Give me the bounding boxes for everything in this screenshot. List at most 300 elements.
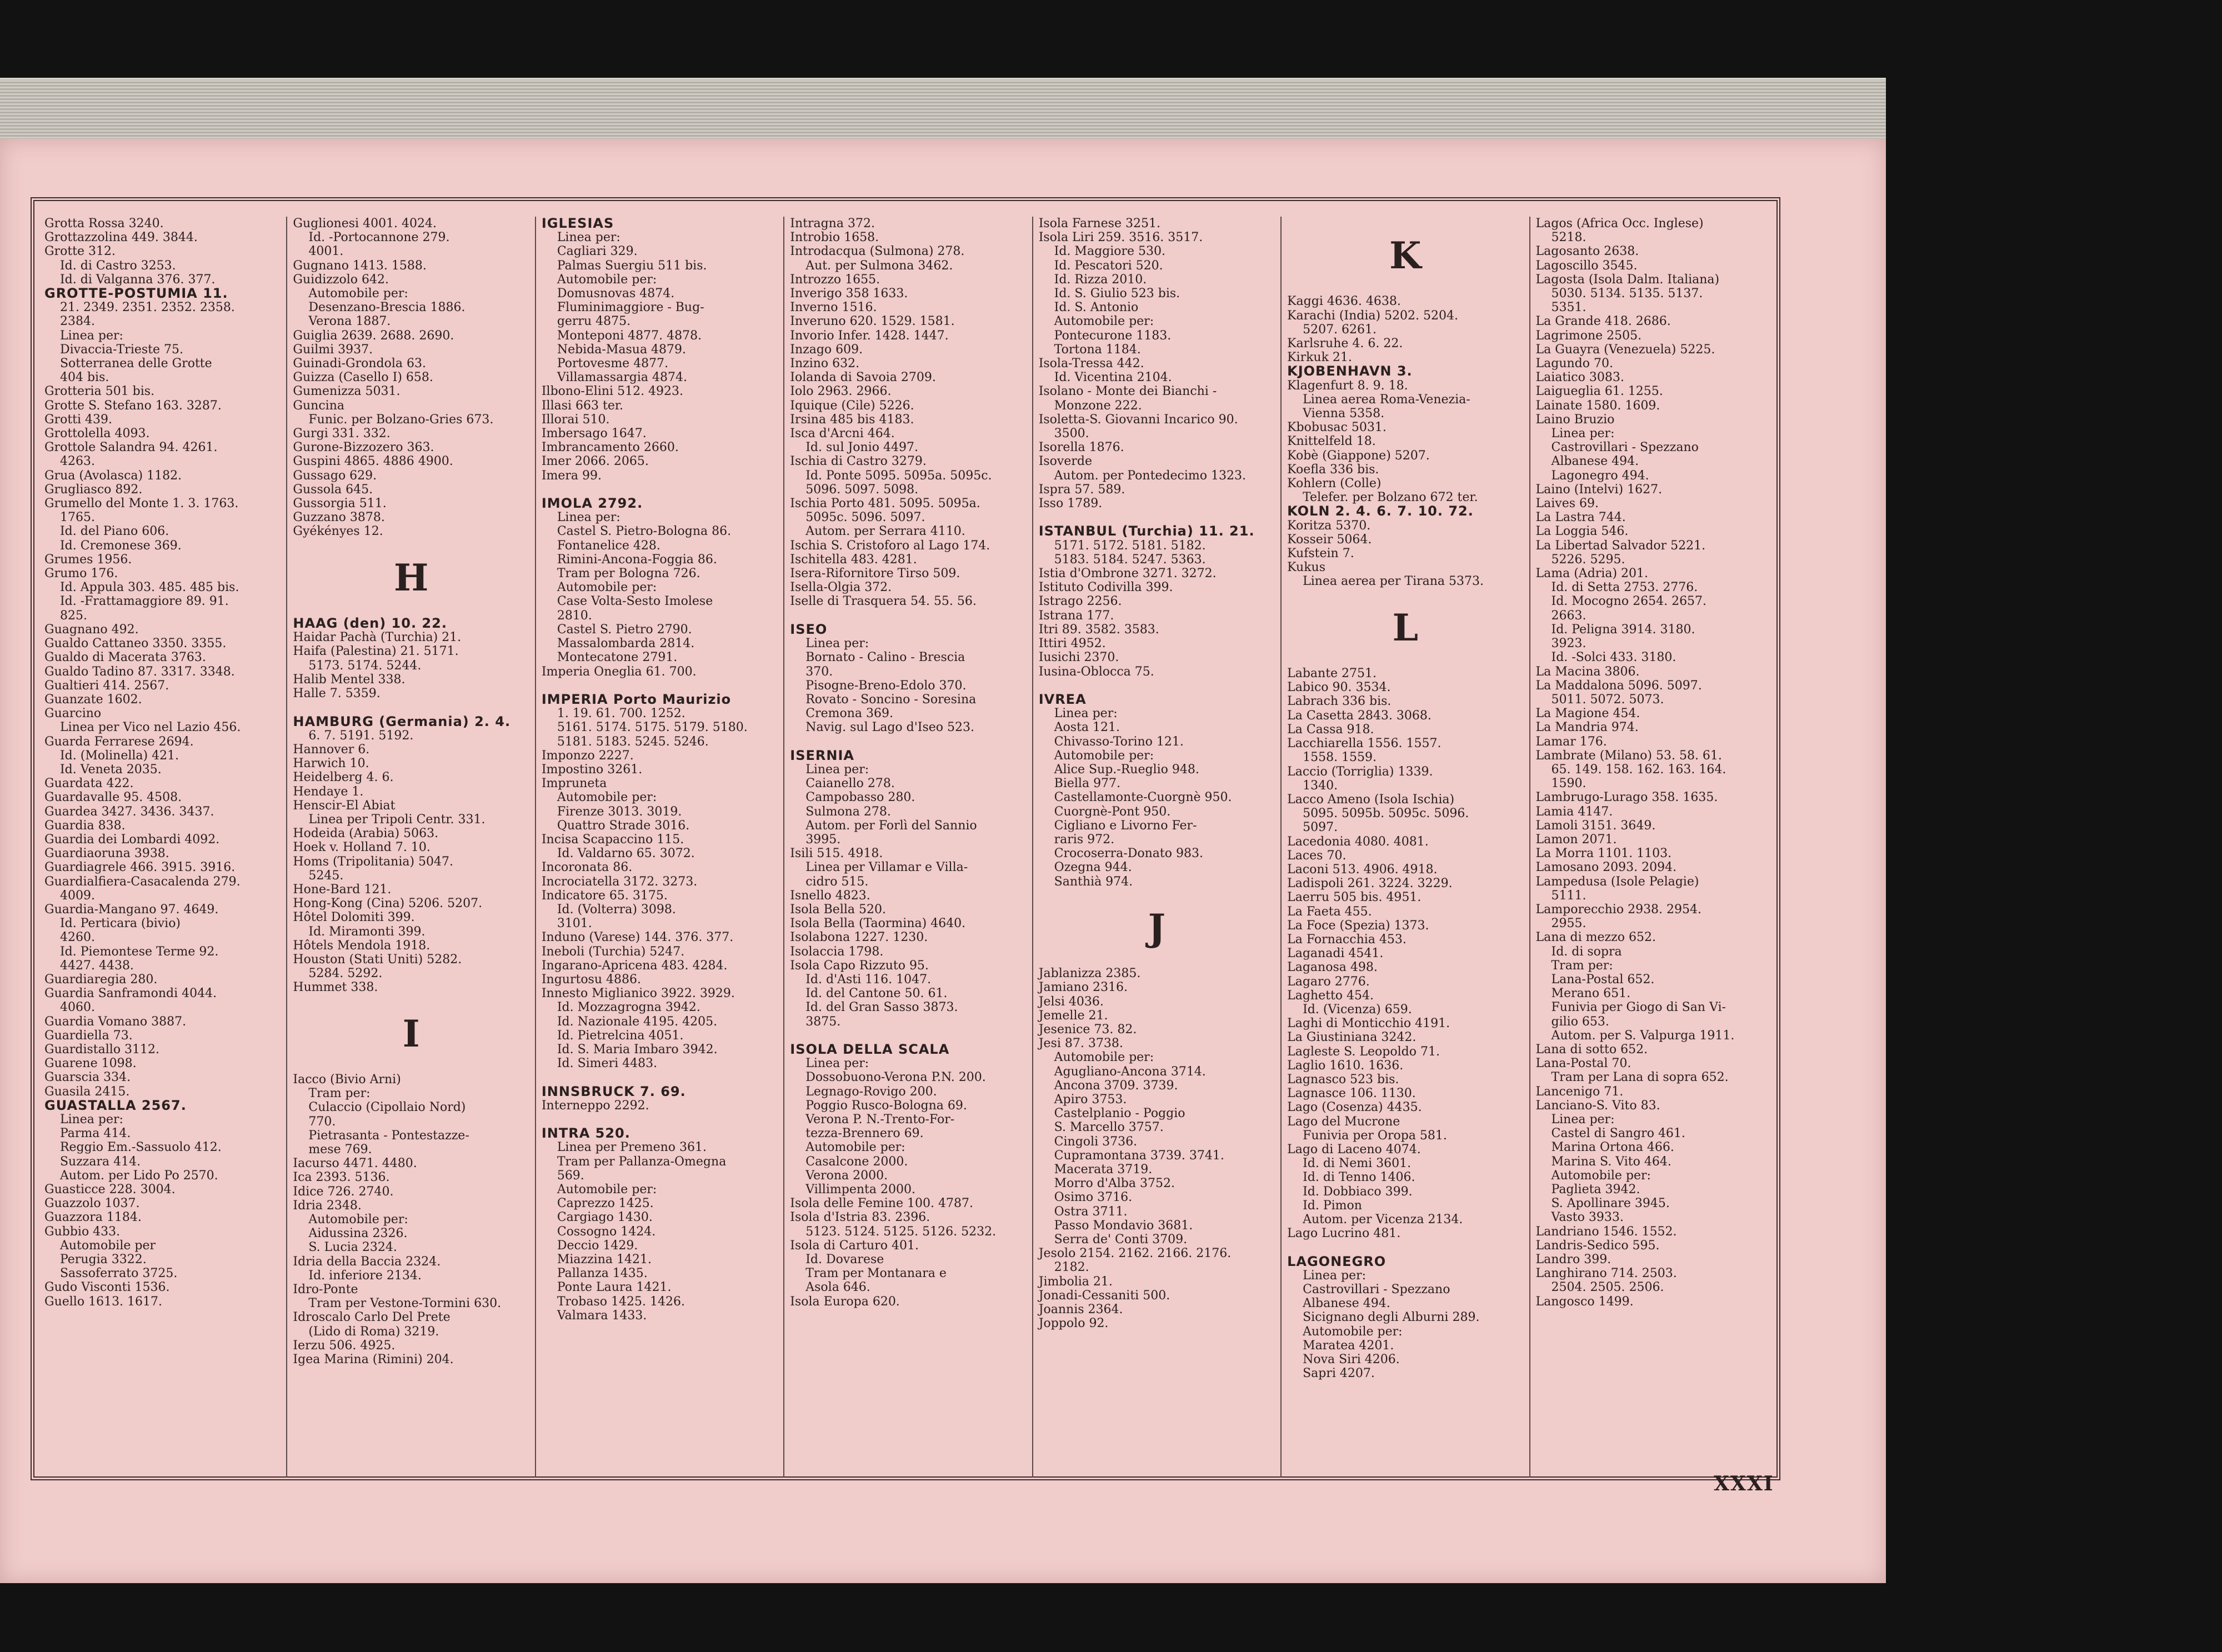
index-line: Isera-Rifornitore Tirso 509. (790, 567, 960, 581)
index-line: Lamia 4147. (1535, 804, 1613, 819)
index-line: Aosta 121. (1038, 720, 1120, 735)
index-line: Halle 7. 5359. (293, 687, 381, 701)
index-line: 3500. (1038, 427, 1089, 441)
index-line: Villamassargia 4874. (541, 371, 687, 385)
index-line: Kufstein 7. (1287, 547, 1354, 561)
index-line: Autom. per Pontedecimo 1323. (1038, 468, 1246, 483)
index-line: Chivasso-Torino 121. (1038, 734, 1184, 749)
index-line: Legnago-Rovigo 200. (790, 1084, 937, 1099)
index-line: Guardea 3427. 3436. 3437. (44, 804, 214, 819)
index-line: Gugnano 1413. 1588. (293, 258, 427, 273)
index-line: Imbrancamento 2660. (541, 440, 679, 455)
index-line: S. Apollinare 3945. (1535, 1197, 1670, 1211)
index-line: Tram per: (293, 1087, 371, 1101)
index-line: Guazzora 1184. (44, 1210, 142, 1225)
index-line: Jelsi 4036. (1038, 994, 1104, 1009)
index-line: Id. Simeri 4483. (541, 1057, 658, 1071)
index-line: Karachi (India) 5202. 5204. (1287, 308, 1459, 323)
index-line: Linea per: (1535, 1113, 1615, 1127)
index-line: Id. Veneta 2035. (44, 762, 162, 777)
index-line: Tortona 1184. (1038, 342, 1141, 357)
index-line: 5161. 5174. 5175. 5179. 5180. (541, 720, 748, 735)
index-line: Castellamonte-Cuorgnè 950. (1038, 790, 1232, 805)
index-line: Id. S. Maria Imbaro 3942. (541, 1042, 718, 1057)
index-line: La Lastra 744. (1535, 510, 1626, 525)
index-line: Pietrasanta - Pontestazze- (293, 1128, 469, 1143)
index-line: La Loggia 546. (1535, 524, 1629, 539)
index-line: Linea per: (790, 1057, 869, 1071)
index-line: Isolabona 1227. 1230. (790, 930, 928, 945)
index-line: Inverigo 358 1633. (790, 287, 908, 301)
index-line: Passo Mondavio 3681. (1038, 1218, 1193, 1233)
index-line: Gualdo di Macerata 3763. (44, 650, 206, 665)
index-line: Id. di Tenno 1406. (1287, 1170, 1415, 1185)
index-line: Linea per Premeno 361. (541, 1140, 707, 1155)
index-line: Id. Pimon (1287, 1198, 1362, 1213)
index-line: Incrociatella 3172. 3273. (541, 874, 698, 889)
index-line: 1340. (1287, 778, 1338, 793)
index-line: Ponte Laura 1421. (541, 1280, 672, 1295)
index-line: Lamporecchio 2938. 2954. (1535, 902, 1702, 917)
index-line: Linea aerea per Tirana 5373. (1287, 574, 1484, 589)
index-line: Haidar Pachà (Turchia) 21. (293, 630, 462, 645)
index-line: Isola Capo Rizzuto 95. (790, 958, 929, 973)
index-line: Grotte 312. (44, 244, 116, 259)
index-line: Intragna 372. (790, 217, 875, 231)
index-line: Istrago 2256. (1038, 594, 1122, 609)
index-line: Alice Sup.-Rueglio 948. (1038, 762, 1199, 777)
index-line: Id. Piemontese Terme 92. (44, 944, 219, 959)
index-line: J (1148, 905, 1166, 949)
index-column-7 (1530, 217, 1778, 1478)
index-line: Grottole Salandra 94. 4261. (44, 440, 218, 455)
index-line: Iacurso 4471. 4480. (293, 1157, 417, 1171)
index-line: Lagnasco 523 bis. (1287, 1072, 1399, 1087)
index-line: Laglio 1610. 1636. (1287, 1058, 1404, 1073)
index-line: Lagoscillo 3545. (1535, 258, 1638, 273)
index-line: Laghi di Monticchio 4191. (1287, 1017, 1450, 1031)
index-line: Poggio Rusco-Bologna 69. (790, 1098, 967, 1113)
index-line: Lambrate (Milano) 53. 58. 61. (1535, 748, 1722, 763)
index-line: Id. (Vicenza) 659. (1287, 1002, 1412, 1017)
index-line: Labrach 336 bis. (1287, 694, 1392, 709)
index-line: Guagnano 492. (44, 622, 139, 637)
index-line: Parma 414. (44, 1127, 131, 1141)
index-line: Laino Bruzio (1535, 412, 1615, 427)
index-line: Indicatore 65. 3175. (541, 888, 668, 903)
index-line: raris 972. (1038, 832, 1115, 847)
index-line: Tram per Bologna 726. (541, 567, 700, 581)
index-line: La Guayra (Venezuela) 5225. (1535, 342, 1715, 357)
index-line: 4260. (44, 930, 95, 945)
index-line: Guardata 422. (44, 777, 134, 791)
index-line: Merano 651. (1535, 987, 1631, 1001)
index-line: Illasi 663 ter. (541, 398, 623, 413)
index-line: Guglionesi 4001. 4024. (293, 217, 437, 231)
index-column-4 (784, 217, 1033, 1478)
index-line: Massalombarda 2814. (541, 637, 695, 651)
index-line: Laces 70. (1287, 848, 1347, 863)
index-line: 5245. (293, 868, 344, 883)
index-line: gilio 653. (1535, 1014, 1609, 1029)
index-line: ISOLA DELLA SCALA (790, 1041, 950, 1057)
index-line: Henscir-El Abiat (293, 798, 396, 813)
index-line: INTRA 520. (541, 1125, 630, 1142)
index-line: Suzzara 414. (44, 1154, 141, 1169)
index-line: 5011. 5072. 5073. (1535, 692, 1664, 707)
index-line: 3875. (790, 1014, 841, 1029)
index-line: Guarda Ferrarese 2694. (44, 734, 194, 749)
index-line: 5207. 6261. (1287, 322, 1377, 337)
index-line: 370. (790, 664, 833, 679)
index-line: L (1392, 605, 1419, 649)
index-line: Guinadi-Grondola 63. (293, 357, 427, 371)
index-line: Gualdo Cattaneo 3350. 3355. (44, 637, 227, 651)
index-line: IMOLA 2792. (541, 495, 643, 512)
index-line: Castel S. Pietro-Bologna 86. (541, 524, 732, 539)
index-line: Portovesme 4877. (541, 357, 669, 371)
index-line: Inzino 632. (790, 357, 860, 371)
index-line: Id. del Gran Sasso 3873. (790, 1000, 958, 1015)
index-line: LAGONEGRO (1287, 1253, 1387, 1269)
index-line: Isnello 4823. (790, 888, 870, 903)
index-line: Guiglia 2639. 2688. 2690. (293, 328, 454, 343)
index-line: Isola Liri 259. 3516. 3517. (1038, 231, 1203, 245)
index-line: 2663. (1535, 608, 1587, 623)
index-line: Tram per Lana di sopra 652. (1535, 1070, 1729, 1085)
index-line (542, 1113, 778, 1127)
index-line: Domusnovas 4874. (541, 287, 675, 301)
index-line: Castel S. Pietro 2790. (541, 622, 692, 637)
index-line: Guidizzolo 642. (293, 272, 389, 287)
index-line: Gualtieri 414. 2567. (44, 678, 169, 693)
index-line: 770. (293, 1114, 336, 1129)
index-line: S. Marcello 3757. (1038, 1120, 1164, 1135)
index-line: Perugia 3322. (44, 1253, 147, 1267)
index-line: 1765. (44, 510, 95, 525)
index-line: Ica 2393. 5136. (293, 1170, 390, 1185)
index-line: Iusichi 2370. (1038, 650, 1119, 665)
index-line: Morro d'Alba 3752. (1038, 1177, 1175, 1191)
index-line: Autom. per Vicenza 2134. (1287, 1213, 1463, 1227)
index-line: KOLN 2. 4. 6. 7. 10. 72. (1287, 503, 1474, 519)
index-line: Cargiago 1430. (541, 1210, 653, 1225)
index-line: Marina S. Vito 464. (1535, 1154, 1671, 1169)
index-line: Lanciano-S. Vito 83. (1535, 1098, 1660, 1113)
index-line: 5218. (1535, 231, 1587, 245)
index-line: Tram per: (1535, 958, 1613, 973)
index-line: Ischia di Castro 3279. (790, 454, 927, 469)
index-line: Id. Valdarno 65. 3072. (541, 847, 695, 861)
index-line: Linea per Vico nel Lazio 456. (44, 720, 241, 735)
index-line: Guasticce 228. 3004. (44, 1183, 176, 1197)
index-line: Idria 2348. (293, 1198, 362, 1213)
index-line: Id. Dovarese (790, 1253, 884, 1267)
index-line: Ispra 57. 589. (1038, 482, 1125, 497)
index-line: Gyékényes 12. (293, 524, 383, 539)
index-line: Lagrimone 2505. (1535, 328, 1642, 343)
index-line: HAAG (den) 10. 22. (293, 615, 447, 632)
index-line: Ilbono-Elini 512. 4923. (541, 384, 684, 399)
index-line: Jesenice 73. 82. (1038, 1022, 1137, 1037)
index-line: Isoverde (1038, 454, 1092, 469)
index-line: 2182. (1038, 1260, 1089, 1275)
index-line: Jamiano 2316. (1038, 980, 1128, 995)
index-line: 4427. 4438. (44, 958, 134, 973)
index-line: 5181. 5183. 5245. 5246. (541, 734, 709, 749)
index-line: Id. Peligna 3914. 3180. (1535, 622, 1695, 637)
index-line: Kosseir 5064. (1287, 532, 1372, 547)
index-line: Macerata 3719. (1038, 1163, 1153, 1177)
index-line: Laiatico 3083. (1535, 371, 1624, 385)
index-line: Guardiella 73. (44, 1028, 133, 1043)
index-line: Id. Pietrelcina 4051. (541, 1028, 684, 1043)
index-line (293, 1059, 529, 1073)
index-line: GUASTALLA 2567. (44, 1097, 187, 1113)
index-line: 5173. 5174. 5244. (293, 658, 422, 673)
index-line (1287, 1240, 1523, 1254)
index-line: Harwich 10. (293, 757, 369, 771)
index-line: Guanzate 1602. (44, 692, 142, 707)
index-line: La Libertad Salvador 5221. (1535, 538, 1706, 553)
index-line: Homs (Tripolitania) 5047. (293, 854, 454, 869)
index-line: Isorella 1876. (1038, 440, 1124, 455)
index-line: Linea per Villamar e Villa- (790, 860, 968, 875)
index-line: Isella-Olgia 372. (790, 580, 892, 595)
index-line: Halib Mentel 338. (293, 672, 406, 687)
index-line: Guizza (Casello I) 658. (293, 371, 433, 385)
index-line: Monzone 222. (1038, 398, 1142, 413)
index-line: 4009. (44, 888, 95, 903)
index-line: Id. Miramonti 399. (293, 924, 426, 939)
index-line: Cagliari 329. (541, 244, 638, 259)
index-columns (39, 217, 1778, 1478)
index-line: Hannover 6. (293, 742, 370, 757)
index-line: Imer 2066. 2065. (541, 454, 649, 469)
index-line: Automobile per (44, 1238, 156, 1253)
index-column-1 (39, 217, 287, 1478)
index-line: Lambrugo-Lurago 358. 1635. (1535, 790, 1718, 805)
index-line: Guzzano 3878. (293, 510, 385, 525)
index-line: Valmara 1433. (541, 1308, 647, 1323)
index-line: Istrana 177. (1038, 608, 1114, 623)
index-line: Reggio Em.-Sassuolo 412. (44, 1140, 222, 1155)
index-line: Guardia-Mangano 97. 4649. (44, 902, 219, 917)
index-line (542, 1070, 778, 1084)
index-line (1287, 589, 1523, 603)
index-line: 1558. 1559. (1287, 750, 1377, 765)
index-line: Grumes 1956. (44, 552, 132, 567)
index-line: Isola-Tressa 442. (1038, 357, 1144, 371)
index-line: Automobile per: (790, 1140, 905, 1155)
index-line: Guello 1613. 1617. (44, 1294, 163, 1309)
index-line: Agugliano-Ancona 3714. (1038, 1064, 1206, 1079)
index-line: La Morra 1101. 1103. (1535, 847, 1672, 861)
index-line: Laganadi 4541. (1287, 947, 1384, 961)
index-line: Autom. per Serrara 4110. (790, 524, 965, 539)
index-line: Id. di Castro 3253. (44, 258, 176, 273)
index-line: Id. Maggiore 530. (1038, 244, 1166, 259)
index-line: Landro 399. (1535, 1253, 1612, 1267)
index-line: Automobile per: (293, 1213, 408, 1227)
index-line: Ineboli (Turchia) 5247. (541, 944, 685, 959)
index-line: Induno (Varese) 144. 376. 377. (541, 930, 734, 945)
index-line: Nebida-Masua 4879. (541, 342, 687, 357)
index-line: Nova Siri 4206. (1287, 1353, 1400, 1367)
index-line: La Macina 3806. (1535, 664, 1640, 679)
index-line: La Grande 418. 2686. (1535, 314, 1671, 329)
index-line: Lacedonia 4080. 4081. (1287, 834, 1429, 849)
index-line (542, 483, 778, 497)
index-line: Imponzo 2227. (541, 748, 634, 763)
index-line: Laino (Intelvi) 1627. (1535, 482, 1663, 497)
index-line: mese 769. (293, 1142, 372, 1157)
index-line: Crocoserra-Donato 983. (1038, 847, 1203, 861)
index-line (1287, 281, 1523, 294)
index-line: Lagonegro 494. (1535, 468, 1649, 483)
index-line: Isola di Carturo 401. (790, 1238, 919, 1253)
index-line: Trobaso 1425. 1426. (541, 1294, 685, 1309)
index-line: Id. del Cantone 50. 61. (790, 987, 948, 1001)
index-line: Jesolo 2154. 2162. 2166. 2176. (1038, 1246, 1232, 1261)
index-line: Labico 90. 3534. (1287, 680, 1391, 695)
index-line: 5111. (1535, 888, 1587, 903)
index-line: Id. S. Giulio 523 bis. (1038, 287, 1180, 301)
index-line: Isoletta-S. Giovanni Incarico 90. (1038, 412, 1238, 427)
index-line: Automobile per: (541, 790, 657, 805)
index-line: Sulmona 278. (790, 804, 891, 819)
index-line: Haifa (Palestina) 21. 5171. (293, 644, 459, 659)
index-line: Linea aerea Roma-Venezia- (1287, 392, 1470, 407)
index-line: Id. Rizza 2010. (1038, 272, 1147, 287)
index-line: Lago di Laceno 4074. (1287, 1142, 1421, 1157)
index-line: Idroscalo Carlo Del Prete (293, 1310, 451, 1325)
index-line: Marina Ortona 466. (1535, 1140, 1674, 1155)
index-line: Lamar 176. (1535, 734, 1607, 749)
index-line: Gudo Visconti 1536. (44, 1280, 170, 1295)
index-line: Knittelfeld 18. (1287, 434, 1376, 449)
index-line: Isolaccia 1798. (790, 944, 884, 959)
index-line: Lainate 1580. 1609. (1535, 398, 1660, 413)
index-line: Iacco (Bivio Arni) (293, 1072, 401, 1087)
index-line: Id. del Piano 606. (44, 524, 169, 539)
index-line: Gubbio 433. (44, 1224, 121, 1239)
index-line: Divaccia-Trieste 75. (44, 342, 184, 357)
index-line (293, 700, 529, 714)
index-line: Kirkuk 21. (1287, 351, 1352, 365)
index-line: Id. inferiore 2134. (293, 1268, 422, 1283)
index-line: Isola d'Istria 83. 2396. (790, 1210, 930, 1225)
index-line: Guardiaregia 280. (44, 972, 158, 987)
index-line: Lagaro 2776. (1287, 974, 1370, 989)
index-line: Grotti 439. (44, 412, 113, 427)
index-line: Santhià 974. (1038, 874, 1133, 889)
index-line: Linea per: (1287, 1268, 1367, 1283)
index-line: Montecatone 2791. (541, 650, 678, 665)
index-line: Guasila 2415. (44, 1084, 130, 1099)
index-line: Id. di Valganna 376. 377. (44, 272, 216, 287)
index-line: Guarcino (44, 707, 102, 721)
index-line: Automobile per: (293, 287, 408, 301)
index-line: Castelplanio - Poggio (1038, 1107, 1185, 1121)
index-line: Laghetto 454. (1287, 988, 1374, 1003)
index-line: Ierzu 506. 4925. (293, 1338, 396, 1353)
index-line: Id. Pescatori 520. (1038, 258, 1163, 273)
index-line: Illorai 510. (541, 412, 610, 427)
index-line: Isola Bella 520. (790, 902, 886, 917)
index-line: Linea per: (1535, 427, 1615, 441)
index-line: Albanese 494. (1287, 1296, 1390, 1311)
index-line: Autom. per Lido Po 2570. (44, 1168, 218, 1183)
index-line: 5030. 5134. 5135. 5137. (1535, 287, 1703, 301)
index-line: Langosco 1499. (1535, 1294, 1634, 1309)
index-line: Telefer. per Bolzano 672 ter. (1287, 490, 1478, 505)
index-line: Guardia Vomano 3887. (44, 1014, 187, 1029)
index-line: Ingurtosu 4886. (541, 972, 641, 987)
index-line: Castrovillari - Spezzano (1535, 440, 1699, 455)
index-line: Klagenfurt 8. 9. 18. (1287, 378, 1408, 393)
index-line: 2955. (1535, 917, 1587, 931)
index-line: Pallanza 1435. (541, 1266, 648, 1281)
index-line: Guardialfiera-Casacalenda 279. (44, 874, 241, 889)
index-line: Heidelberg 4. 6. (293, 770, 394, 785)
index-line: ISERNIA (790, 747, 854, 763)
index-line: Jimbolia 21. (1038, 1274, 1113, 1289)
index-line: Guardistallo 3112. (44, 1042, 160, 1057)
index-line: Laganosa 498. (1287, 960, 1378, 975)
index-line: Ladispoli 261. 3224. 3229. (1287, 877, 1453, 891)
index-line: 3995. (790, 832, 841, 847)
index-line: (Lido di Roma) 3219. (293, 1324, 439, 1339)
index-line (293, 539, 529, 553)
index-line: Joppolo 92. (1038, 1316, 1109, 1331)
index-line: Kaggi 4636. 4638. (1287, 294, 1401, 309)
index-line: 6. 7. 5191. 5192. (293, 728, 414, 743)
index-line: Inverno 1516. (790, 301, 877, 315)
index-line: Id. Cremonese 369. (44, 538, 182, 553)
index-line: ISTANBUL (Turchia) 11. 21. (1038, 523, 1255, 539)
index-line: Linea per: (790, 637, 869, 651)
index-line: IMPERIA Porto Maurizio (541, 691, 732, 707)
index-line: Id. Perticara (bivio) (44, 917, 181, 931)
index-line: Id. -Solci 433. 3180. (1535, 650, 1676, 665)
index-line: Guncina (293, 398, 344, 413)
index-line: Hong-Kong (Cina) 5206. 5207. (293, 897, 483, 911)
index-line (790, 1029, 1026, 1043)
index-line: Linea per: (1038, 707, 1118, 721)
index-line: Grotte S. Stefano 163. 3287. (44, 398, 222, 413)
index-line: Castel di Sangro 461. (1535, 1127, 1685, 1141)
index-line (790, 735, 1026, 749)
index-line: Verona 2000. (790, 1168, 888, 1183)
index-column-5 (1033, 217, 1282, 1478)
index-line: Lana-Postal 70. (1535, 1057, 1632, 1071)
index-line: Vasto 3933. (1535, 1210, 1624, 1225)
index-line: Albanese 494. (1535, 454, 1639, 469)
index-line: Linea per: (44, 328, 123, 343)
index-line: Autom. per S. Valpurga 1911. (1535, 1028, 1735, 1043)
index-line: Culaccio (Cipollaio Nord) (293, 1100, 466, 1115)
index-line: Grotteria 501 bis. (44, 384, 155, 399)
index-line: Isili 515. 4918. (790, 847, 883, 861)
index-line: Lago del Mucrone (1287, 1114, 1400, 1129)
index-line: Impruneta (541, 777, 607, 791)
index-line: Isca d'Arcni 464. (790, 427, 895, 441)
index-line: Verona P. N.-Trento-For- (790, 1113, 955, 1127)
index-line: Laccio (Torriglia) 1339. (1287, 764, 1433, 779)
index-line: Irsina 485 bis 4183. (790, 412, 914, 427)
index-line: Deccio 1429. (541, 1238, 638, 1253)
